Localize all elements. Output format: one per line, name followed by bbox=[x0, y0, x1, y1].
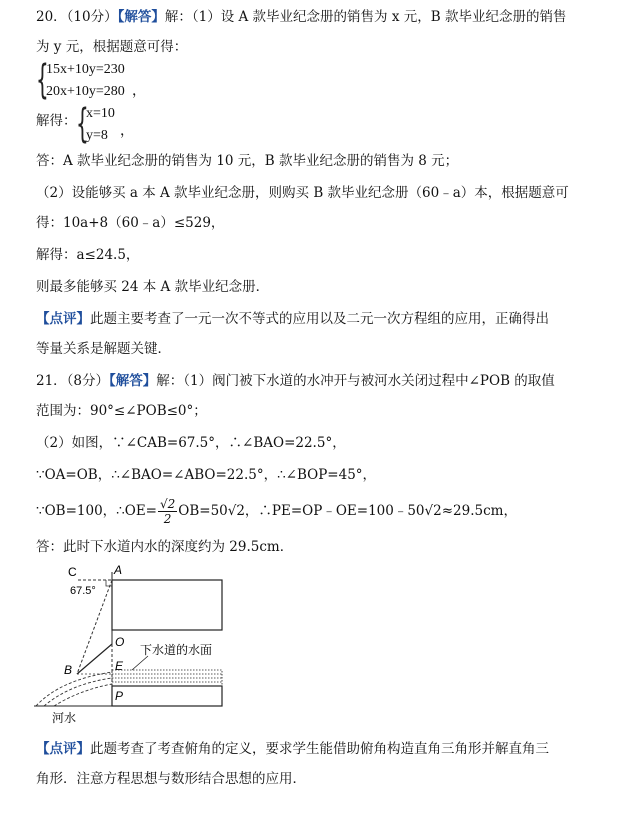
q20-solve-label: 解得： bbox=[36, 113, 77, 129]
left-brace-glyph: { bbox=[76, 101, 89, 147]
q21-comment-line2: 角形．注意方程思想与数形结合思想的应用． bbox=[36, 771, 306, 787]
swing-arc-2 bbox=[44, 678, 112, 706]
swing-arc-1 bbox=[36, 672, 112, 706]
sqrt2-over-2-fraction bbox=[158, 497, 177, 526]
q21-line5-end: OB=50√2，∴PE=OP﹣OE=100﹣50√2≈29.5cm， bbox=[178, 503, 517, 519]
q21-line5-start: ∵OB=100，∴OE= bbox=[36, 503, 157, 519]
label-o: O bbox=[115, 635, 125, 649]
q21-comment-text: 此题考查了考查俯角的定义，要求学生能借助俯角构造直角三角形并解直角三 bbox=[90, 741, 549, 757]
q20-equation-system bbox=[36, 57, 186, 106]
solution-y: y=8 bbox=[86, 128, 108, 143]
q20-answer-tag: 【解答】 bbox=[117, 9, 165, 25]
q20-solution-intro: 解：（1）设 A 款毕业纪念册的销售为 x 元，B 款毕业纪念册的销售 bbox=[164, 9, 567, 25]
q20-line1 bbox=[36, 8, 566, 26]
fraction-numerator: √2 bbox=[159, 497, 176, 511]
right-angle-mark bbox=[106, 580, 112, 586]
water-label-leader bbox=[132, 656, 148, 670]
equation-1: 15x+10y=230 bbox=[46, 62, 125, 77]
q21-line4: ∵OA=OB，∴∠BAO=∠ABO=22.5°，∴∠BOP=45°， bbox=[36, 467, 377, 483]
q20-number: 20．（10分） bbox=[36, 9, 118, 25]
q20-part2-line3: 解得：a≤24.5， bbox=[36, 247, 140, 263]
q21-line5 bbox=[36, 496, 517, 526]
fraction-denominator: 2 bbox=[163, 512, 172, 526]
left-brace-glyph: { bbox=[36, 57, 49, 103]
equation-tail: ， bbox=[132, 84, 146, 99]
label-river: 河水 bbox=[52, 711, 77, 725]
label-b: B bbox=[64, 663, 73, 677]
q21-solution-intro: 解：（1）阀门被下水道的水冲开与被河水关闭过程中∠POB 的取值 bbox=[156, 373, 555, 389]
q21-line3: （2）如图，∵∠CAB=67.5°，∴∠BAO=22.5°， bbox=[36, 435, 346, 451]
solution-tail: ， bbox=[120, 124, 134, 139]
q20-comment-line2: 等量关系是解题关键． bbox=[36, 341, 171, 357]
q20-part2-line2: 得：10a+8（60﹣a）≤529， bbox=[36, 215, 225, 231]
q20-comment-tag: 【点评】 bbox=[36, 311, 90, 327]
valve-rectangle bbox=[112, 580, 222, 630]
solution-x: x=10 bbox=[86, 106, 115, 121]
q20-line2: 为 y 元，根据题意可得： bbox=[36, 39, 188, 55]
q21-comment-tag: 【点评】 bbox=[36, 741, 90, 757]
q21-answer: 答：此时下水道内水的深度约为 29.5cm． bbox=[36, 539, 294, 555]
q20-comment-text: 此题主要考查了一元一次不等式的应用以及二元一次方程组的应用，正确得出 bbox=[90, 311, 549, 327]
q20-solution-system bbox=[76, 101, 156, 148]
pipe-bottom-rect bbox=[112, 686, 222, 706]
label-a: A bbox=[114, 563, 123, 577]
label-water-surface: 下水道的水面 bbox=[140, 643, 213, 657]
q21-number: 21．（8分） bbox=[36, 373, 110, 389]
q21-comment-line1 bbox=[36, 740, 549, 758]
q21-line1 bbox=[36, 372, 555, 390]
q21-answer-tag: 【解答】 bbox=[109, 373, 157, 389]
swing-arc-3 bbox=[54, 684, 112, 706]
equation-2: 20x+10y=280 bbox=[46, 84, 125, 99]
line-ob bbox=[77, 644, 112, 674]
q20-comment-line1 bbox=[36, 310, 549, 328]
q21-line2: 范围为：90°≤∠POB≤0°； bbox=[36, 403, 207, 419]
label-angle: 67.5° bbox=[70, 585, 96, 597]
q20-answer-1: 答：A 款毕业纪念册的销售为 10 元，B 款毕业纪念册的销售为 8 元； bbox=[36, 153, 459, 169]
q20-part2-line1: （2）设能够买 a 本 A 款毕业纪念册，则购买 B 款毕业纪念册（60﹣a）本，根据题意可 bbox=[36, 185, 569, 201]
label-p: P bbox=[115, 689, 124, 703]
q20-part2-line4: 则最多能够买 24 本 A 款毕业纪念册． bbox=[36, 279, 270, 295]
label-e: E bbox=[115, 659, 124, 673]
valve-diagram bbox=[30, 560, 270, 730]
label-c: C bbox=[68, 565, 77, 579]
